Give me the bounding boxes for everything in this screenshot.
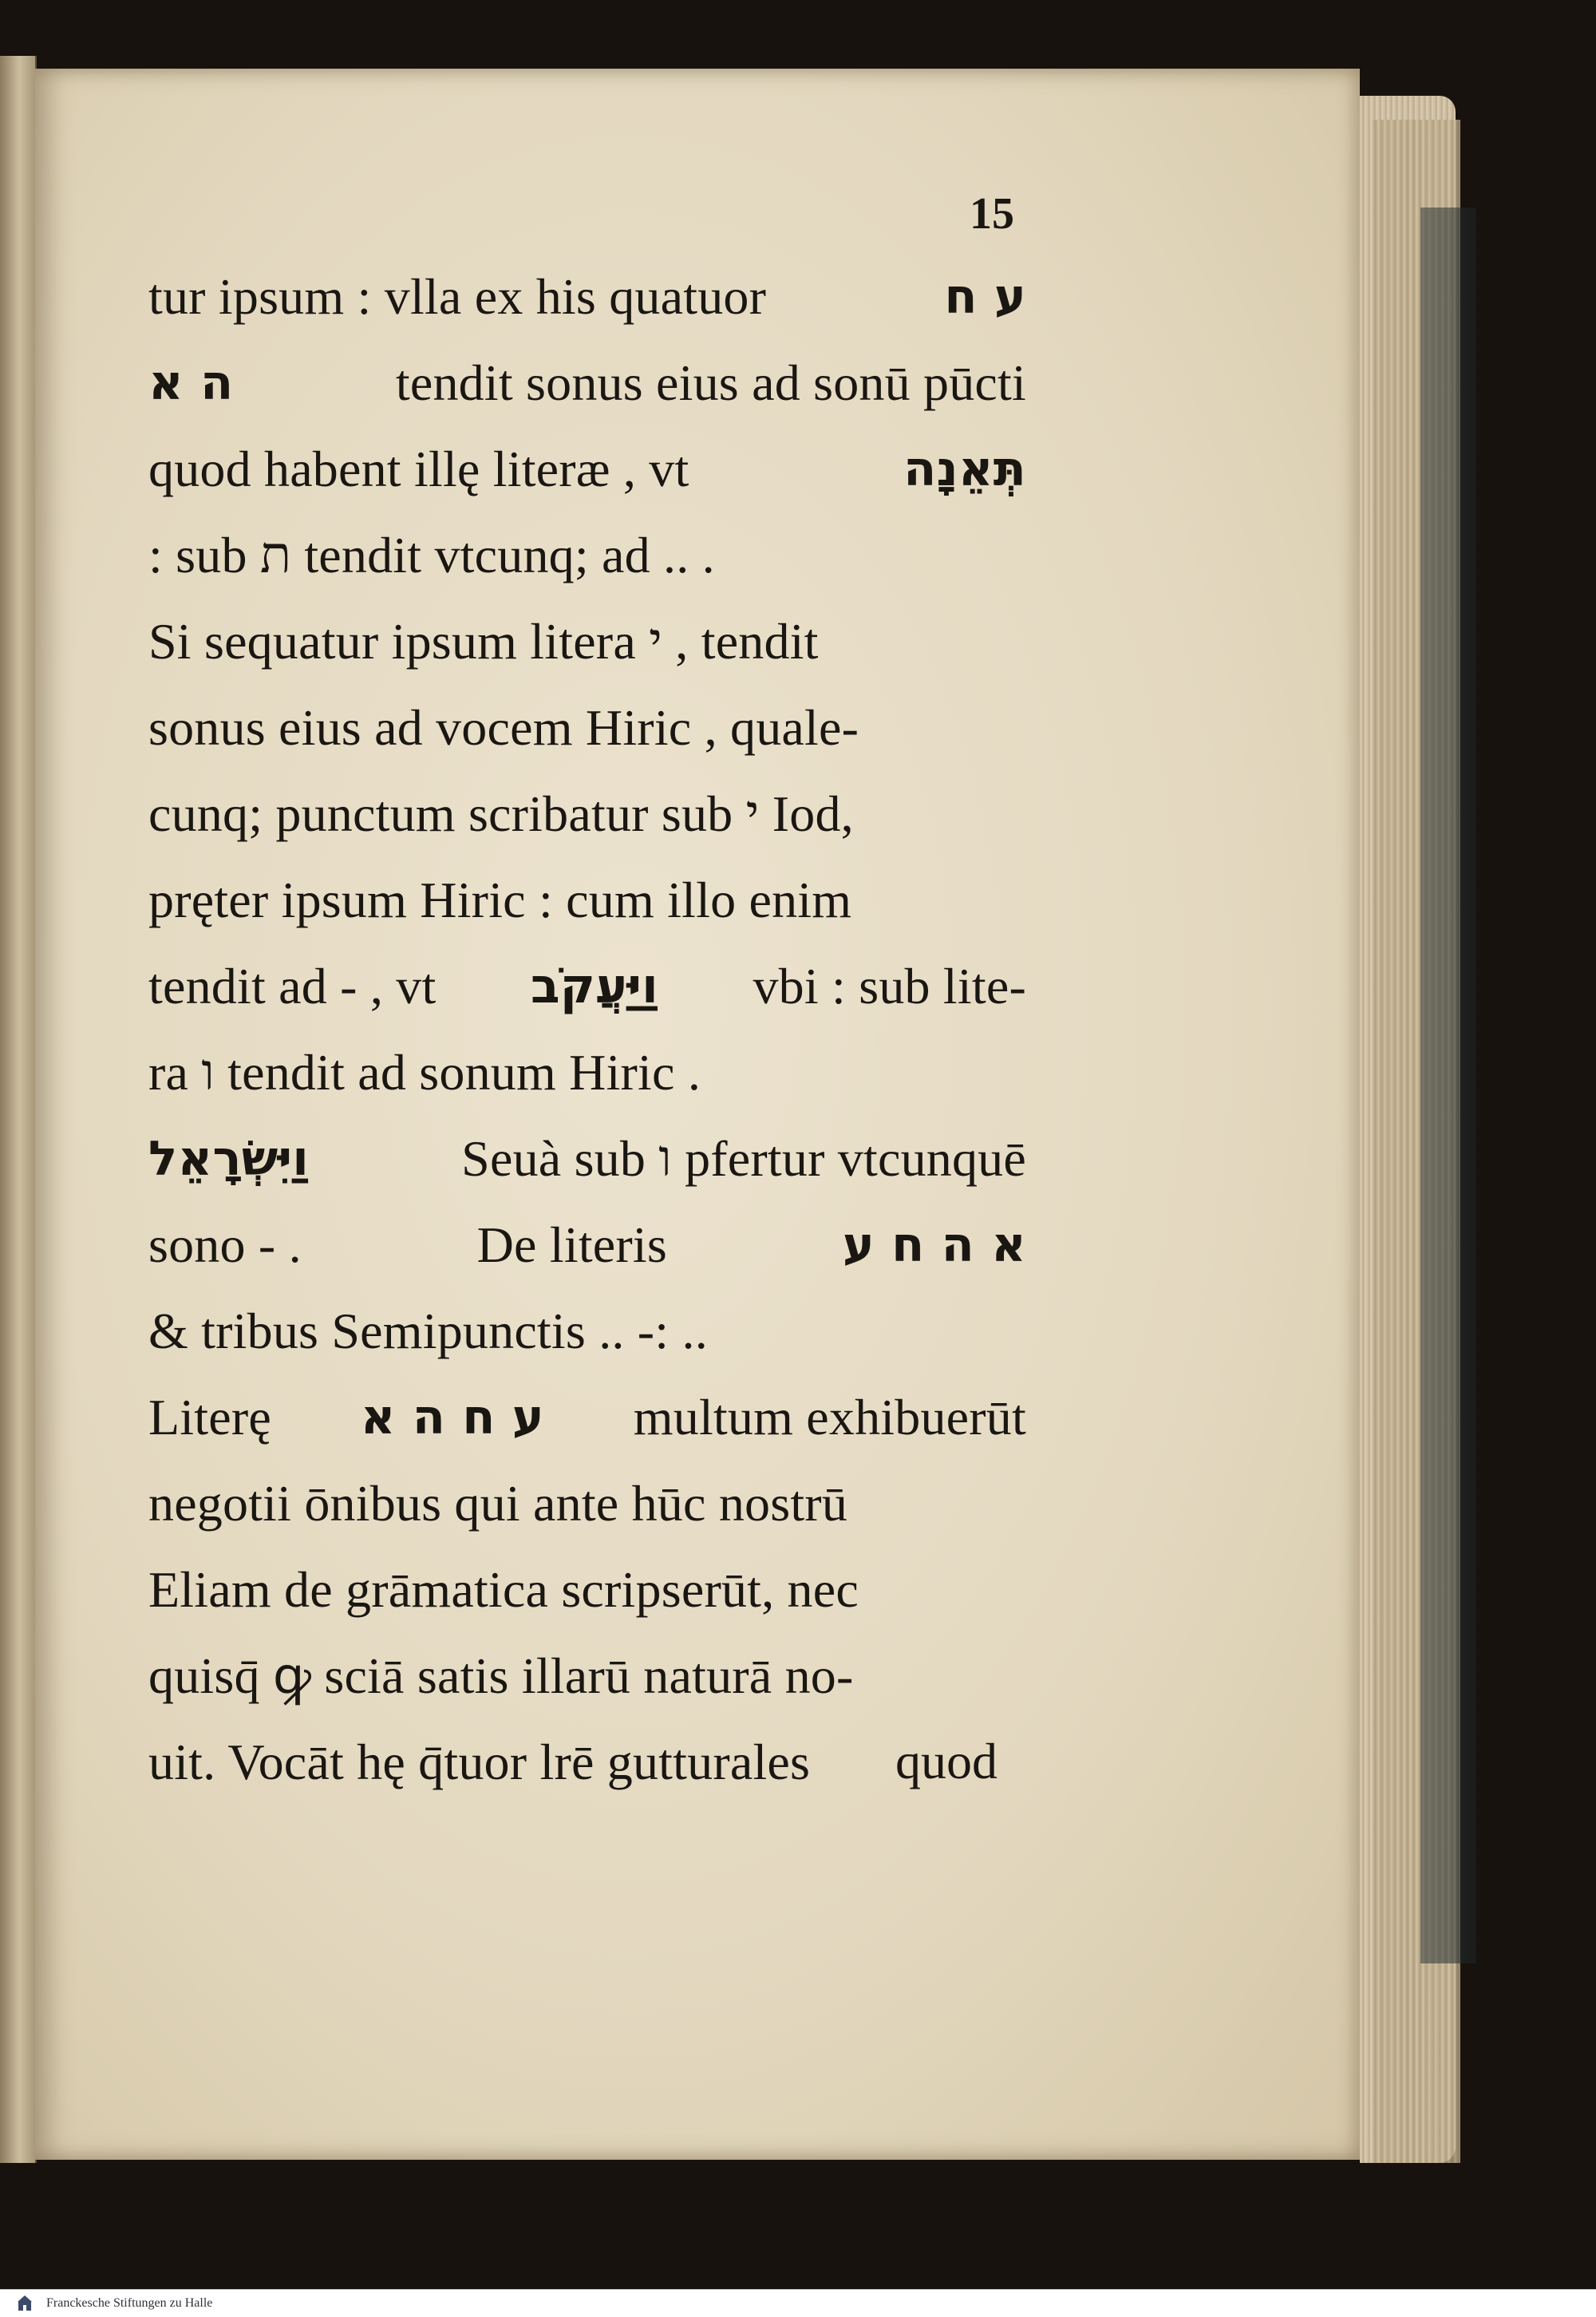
latin-text: quod habent illę literæ , vt <box>148 441 689 497</box>
latin-text: De literis <box>476 1216 668 1273</box>
left-page-edge <box>0 56 37 2163</box>
hebrew-text: וַיִּשְׂרָאֵל <box>148 1131 310 1187</box>
latin-text: ra ו tendit ad sonum Hiric . <box>148 1044 701 1101</box>
folio-number: 15 <box>970 189 1014 239</box>
viewer-footer <box>0 2289 1596 2317</box>
text-line <box>148 1461 1026 1547</box>
text-line <box>148 512 1026 599</box>
text-line <box>148 685 1026 771</box>
latin-text: Literę <box>148 1389 271 1445</box>
text-line <box>148 1116 1026 1202</box>
text-line <box>148 1030 1026 1116</box>
text-line <box>148 1288 1026 1374</box>
latin-text: : sub ת tendit vtcunq; ad .. . <box>148 527 715 583</box>
text-line <box>148 1374 1026 1461</box>
latin-text: tur ipsum : vlla ex his quatuor <box>148 268 767 325</box>
latin-text: Si sequatur ipsum litera י , tendit <box>148 613 819 670</box>
hebrew-text: א ה ח ע <box>842 1217 1026 1273</box>
hebrew-text: וַיַּעֲקֹב <box>531 959 658 1014</box>
text-line <box>148 340 1026 426</box>
text-line <box>148 943 1026 1030</box>
latin-text: multum exhibuerūt <box>633 1389 1026 1445</box>
hebrew-text: ע ח ה א <box>360 1390 544 1445</box>
latin-text: sonus eius ad vocem Hiric , quale- <box>148 699 859 756</box>
latin-text: & tribus Semipunctis .. -: .. <box>148 1303 708 1359</box>
catchword: quod <box>895 1733 998 1789</box>
latin-text: Eliam de grāmatica scripserūt, nec <box>148 1561 859 1618</box>
institution-logo-icon <box>14 2293 35 2314</box>
latin-text: cunq; punctum scribatur sub י Iod, <box>148 785 854 842</box>
latin-text: quisq̄ ꝙ sciā satis illarū naturā no- <box>148 1647 854 1704</box>
text-line <box>148 771 1026 857</box>
latin-text: tendit ad - , vt <box>148 958 437 1014</box>
hebrew-text: ה א <box>148 355 234 411</box>
page-text <box>148 254 1026 1805</box>
text-line <box>148 1633 1026 1719</box>
latin-text: Seuà sub ו pfertur vtcunquē <box>461 1130 1026 1187</box>
latin-text: uit. Vocāt hę q̄tuor lrē gutturales <box>148 1734 811 1790</box>
latin-text: vbi : sub lite- <box>753 958 1026 1014</box>
latin-text: pręter ipsum Hiric : cum illo enim <box>148 872 852 928</box>
text-line <box>148 599 1026 685</box>
hebrew-text: תְּאֵנָה <box>903 441 1026 497</box>
text-line <box>148 426 1026 512</box>
text-line <box>148 1547 1026 1633</box>
latin-text: negotii ōnibus qui ante hūc nostrū <box>148 1475 848 1532</box>
text-line <box>148 1202 1026 1288</box>
latin-text: tendit sonus eius ad sonū pūcti <box>395 354 1026 411</box>
institution-name: Franckesche Stiftungen zu Halle <box>46 2296 213 2310</box>
hebrew-text: ע ח <box>944 269 1026 325</box>
text-line <box>148 254 1026 340</box>
text-line <box>148 1719 1026 1805</box>
book-cover-edge <box>1420 208 1476 1963</box>
latin-text: sono - . <box>148 1216 302 1273</box>
text-line <box>148 857 1026 943</box>
